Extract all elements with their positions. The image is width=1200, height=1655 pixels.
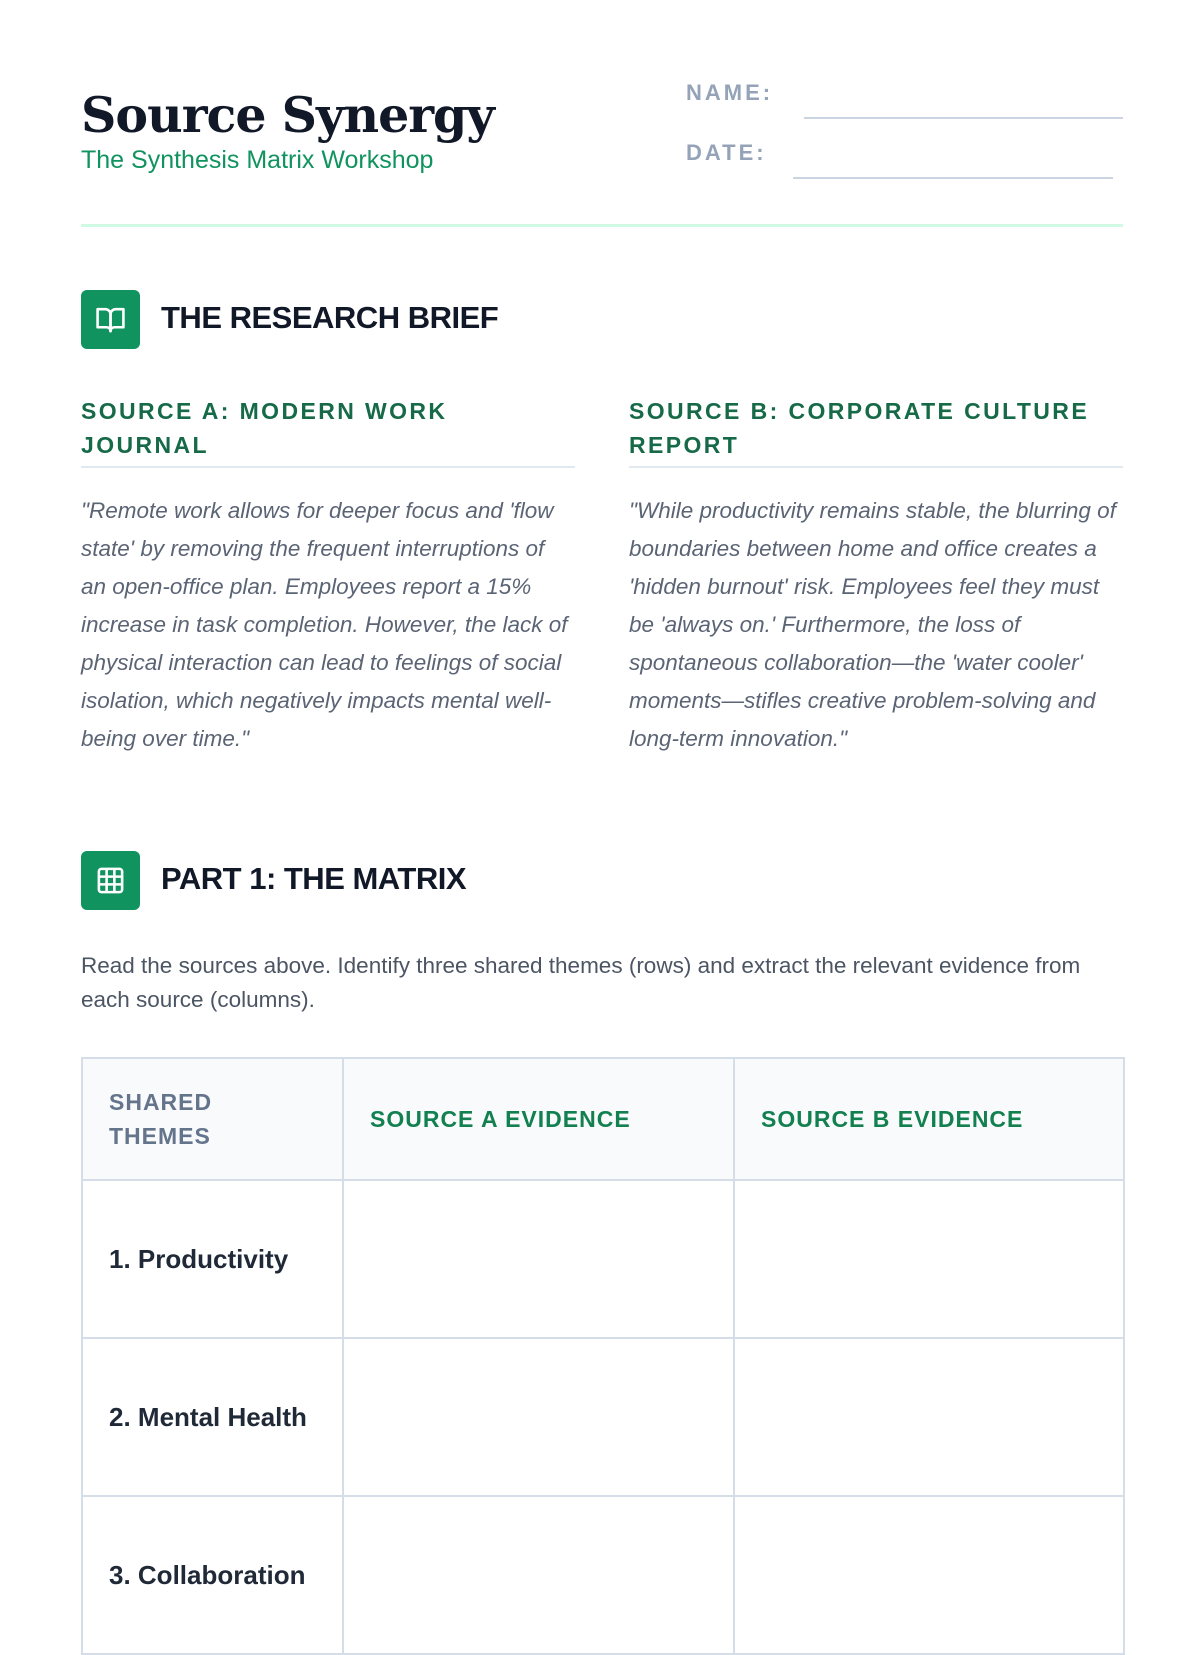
source-a-evidence-cell[interactable]	[343, 1338, 734, 1496]
source-b-evidence-cell[interactable]	[734, 1496, 1124, 1654]
name-label: NAME:	[686, 80, 774, 105]
theme-cell-mental-health: 2. Mental Health	[82, 1338, 343, 1496]
date-label: DATE:	[686, 140, 767, 165]
source-a-evidence-cell[interactable]	[343, 1496, 734, 1654]
table-header-row	[82, 1058, 1124, 1180]
date-field[interactable]	[793, 177, 1113, 179]
section-title-research-brief: THE RESEARCH BRIEF	[161, 300, 499, 335]
table-row	[82, 1338, 1124, 1496]
book-open-icon	[81, 290, 140, 349]
column-header-shared-themes: SHARED THEMES	[82, 1058, 343, 1180]
theme-cell-productivity: 1. Productivity	[82, 1180, 343, 1338]
source-b-evidence-cell[interactable]	[734, 1180, 1124, 1338]
synthesis-matrix-table	[81, 1057, 1125, 1655]
source-a-card	[81, 394, 575, 758]
source-b-evidence-cell[interactable]	[734, 1338, 1124, 1496]
source-b-card	[629, 394, 1123, 758]
matrix-instructions: Read the sources above. Identify three shared themes (rows) and extract the relevant evidence from each source (columns).	[81, 953, 1081, 1012]
source-b-quote: "While productivity remains stable, the blurring of boundaries between home and office creates a 'hidden burnout' risk. Employees feel they must be 'always on.' Furthermore, the loss of spontaneous collaboration—the 'water cooler' moments—stifles creative problem-solving and long-term innovation."	[629, 498, 1116, 751]
name-field[interactable]	[804, 117, 1123, 119]
grid-table-icon	[81, 851, 140, 910]
page-title: Source Synergy	[81, 86, 494, 144]
source-a-evidence-cell[interactable]	[343, 1180, 734, 1338]
column-header-source-a-evidence: SOURCE A EVIDENCE	[343, 1058, 734, 1180]
worksheet-header	[81, 78, 1123, 227]
section-title-matrix: PART 1: THE MATRIX	[161, 861, 467, 896]
source-b-heading: SOURCE B: CORPORATE CULTURE REPORT	[629, 394, 1123, 468]
page-subtitle: The Synthesis Matrix Workshop	[81, 146, 434, 174]
table-row	[82, 1180, 1124, 1338]
column-header-source-b-evidence: SOURCE B EVIDENCE	[734, 1058, 1124, 1180]
source-a-heading: SOURCE A: MODERN WORK JOURNAL	[81, 394, 575, 468]
theme-cell-collaboration: 3. Collaboration	[82, 1496, 343, 1654]
table-row	[82, 1496, 1124, 1654]
source-a-quote: "Remote work allows for deeper focus and 'flow state' by removing the frequent interruptions of an open-office plan. Employees report a 15% increase in task completion. However, the lack of physical interaction can lead to feelings of social isolation, which negatively impacts mental well-being over time."	[81, 498, 568, 751]
